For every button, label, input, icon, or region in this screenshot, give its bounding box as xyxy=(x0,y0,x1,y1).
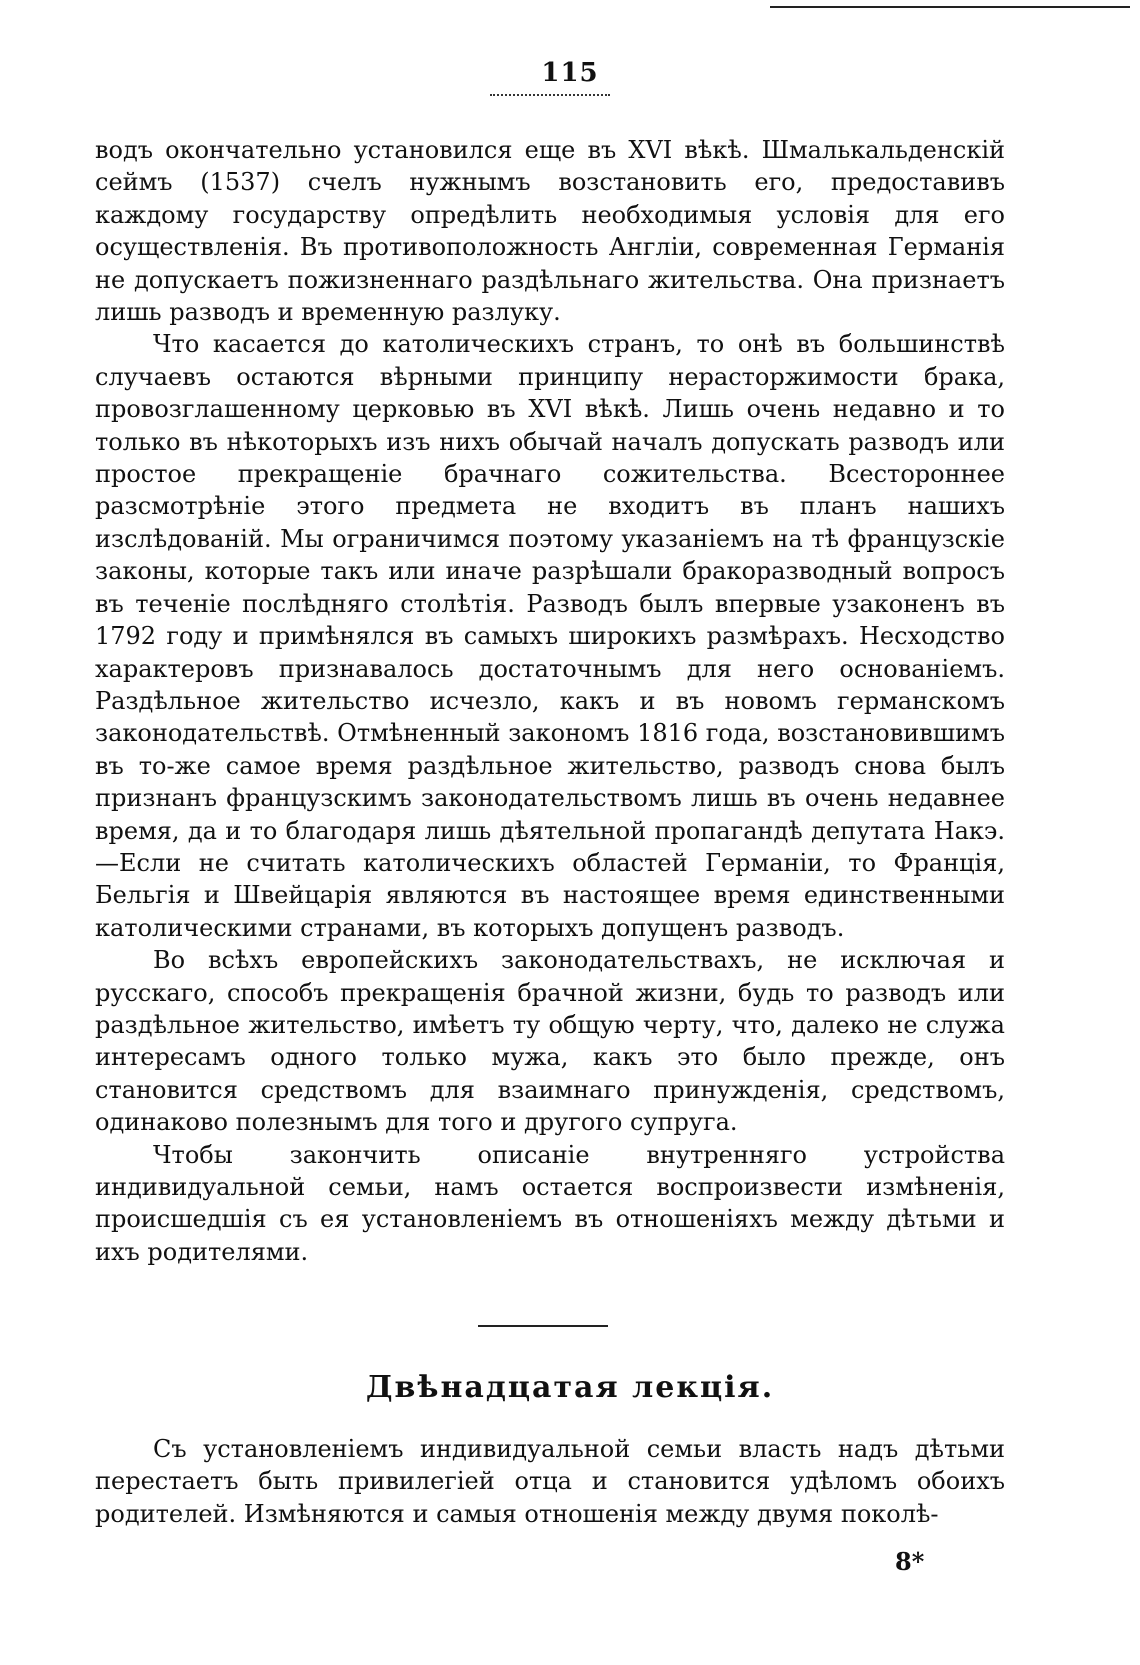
page-number: 115 xyxy=(541,58,599,88)
lecture-text-block xyxy=(95,1433,1005,1530)
paragraph-conclusion: Чтобы закончить описаніе внутренняго устройства индивидуальной семьи, намъ остается воспроизвести измѣненія, происшедшія съ ея установленіемъ въ отношеніяхъ между дѣтьми и ихъ родителями. xyxy=(95,1140,1005,1266)
lecture-opening-paragraph: Съ установленіемъ индивидуальной семьи власть надъ дѣтьми перестаетъ быть привилегіей отца и становится удѣломъ обоихъ родителей. Измѣняются и самыя отношенія между двумя поколѣ- xyxy=(95,1435,1005,1528)
section-divider-rule xyxy=(478,1325,608,1327)
printer-signature-mark: 8* xyxy=(895,1547,925,1576)
paragraph-european-legislation: Во всѣхъ европейскихъ законодательствахъ, не исключая и русскаго, способъ прекращенія брачной жизни, будь то разводъ или раздѣльное жительство, имѣетъ ту общую черту, что, далеко не служа интересамъ одного только мужа, какъ это было прежде, онъ становится средствомъ для взаимнаго принужденія, средствомъ, одинаково полезнымъ для того и другого супруга. xyxy=(95,946,1005,1137)
main-text-block xyxy=(95,134,1005,1268)
paragraph-continuation: водъ окончательно установился еще въ XVI вѣкѣ. Шмалькальденскій сеймъ (1537) счелъ нужнымъ возстановить его, предоставивъ каждому государству опредѣлить необходимыя условія для его осуществленія. Въ противоположность Англіи, современная Германія не допускаетъ пожизненнаго раздѣльнаго жительства. Она признаетъ лишь разводъ и временную разлуку. xyxy=(95,136,1005,327)
lecture-heading: Двѣнадцатая лекція. xyxy=(365,1370,775,1405)
top-edge-rule xyxy=(770,6,1130,8)
page-number-dotted-rule xyxy=(490,94,610,96)
paragraph-catholic-countries: Что касается до католическихъ странъ, то онѣ въ большинствѣ случаевъ остаются вѣрными принципу нерасторжимости брака, провозглашенному церковью въ XVI вѣкѣ. Лишь очень недавно и то только въ нѣкоторыхъ изъ нихъ обычай началъ допускать разводъ или простое прекращеніе брачнаго сожительства. Всестороннее разсмотрѣніе этого предмета не входитъ въ планъ нашихъ изслѣдованій. Мы ограничимся поэтому указаніемъ на тѣ французскіе законы, которые такъ или иначе разрѣшали бракоразводный вопросъ въ теченіе послѣдняго столѣтія. Разводъ былъ впервые узаконенъ въ 1792 году и примѣнялся въ самыхъ широкихъ размѣрахъ. Несходство характеровъ признавалось достаточнымъ для него основаніемъ. Раздѣльное жительство исчезло, какъ и въ новомъ германскомъ законодательствѣ. Отмѣненный закономъ 1816 года, возстановившимъ въ то-же самое время раздѣльное жительство, разводъ снова былъ признанъ французскимъ законодательствомъ лишь въ очень недавнее время, да и то благодаря лишь дѣятельной пропагандѣ депутата Накэ.—Если не считать католическихъ областей Германіи, то Франція, Бельгія и Швейцарія являются въ настоящее время единственными католическими странами, въ которыхъ допущенъ разводъ. xyxy=(95,330,1005,942)
